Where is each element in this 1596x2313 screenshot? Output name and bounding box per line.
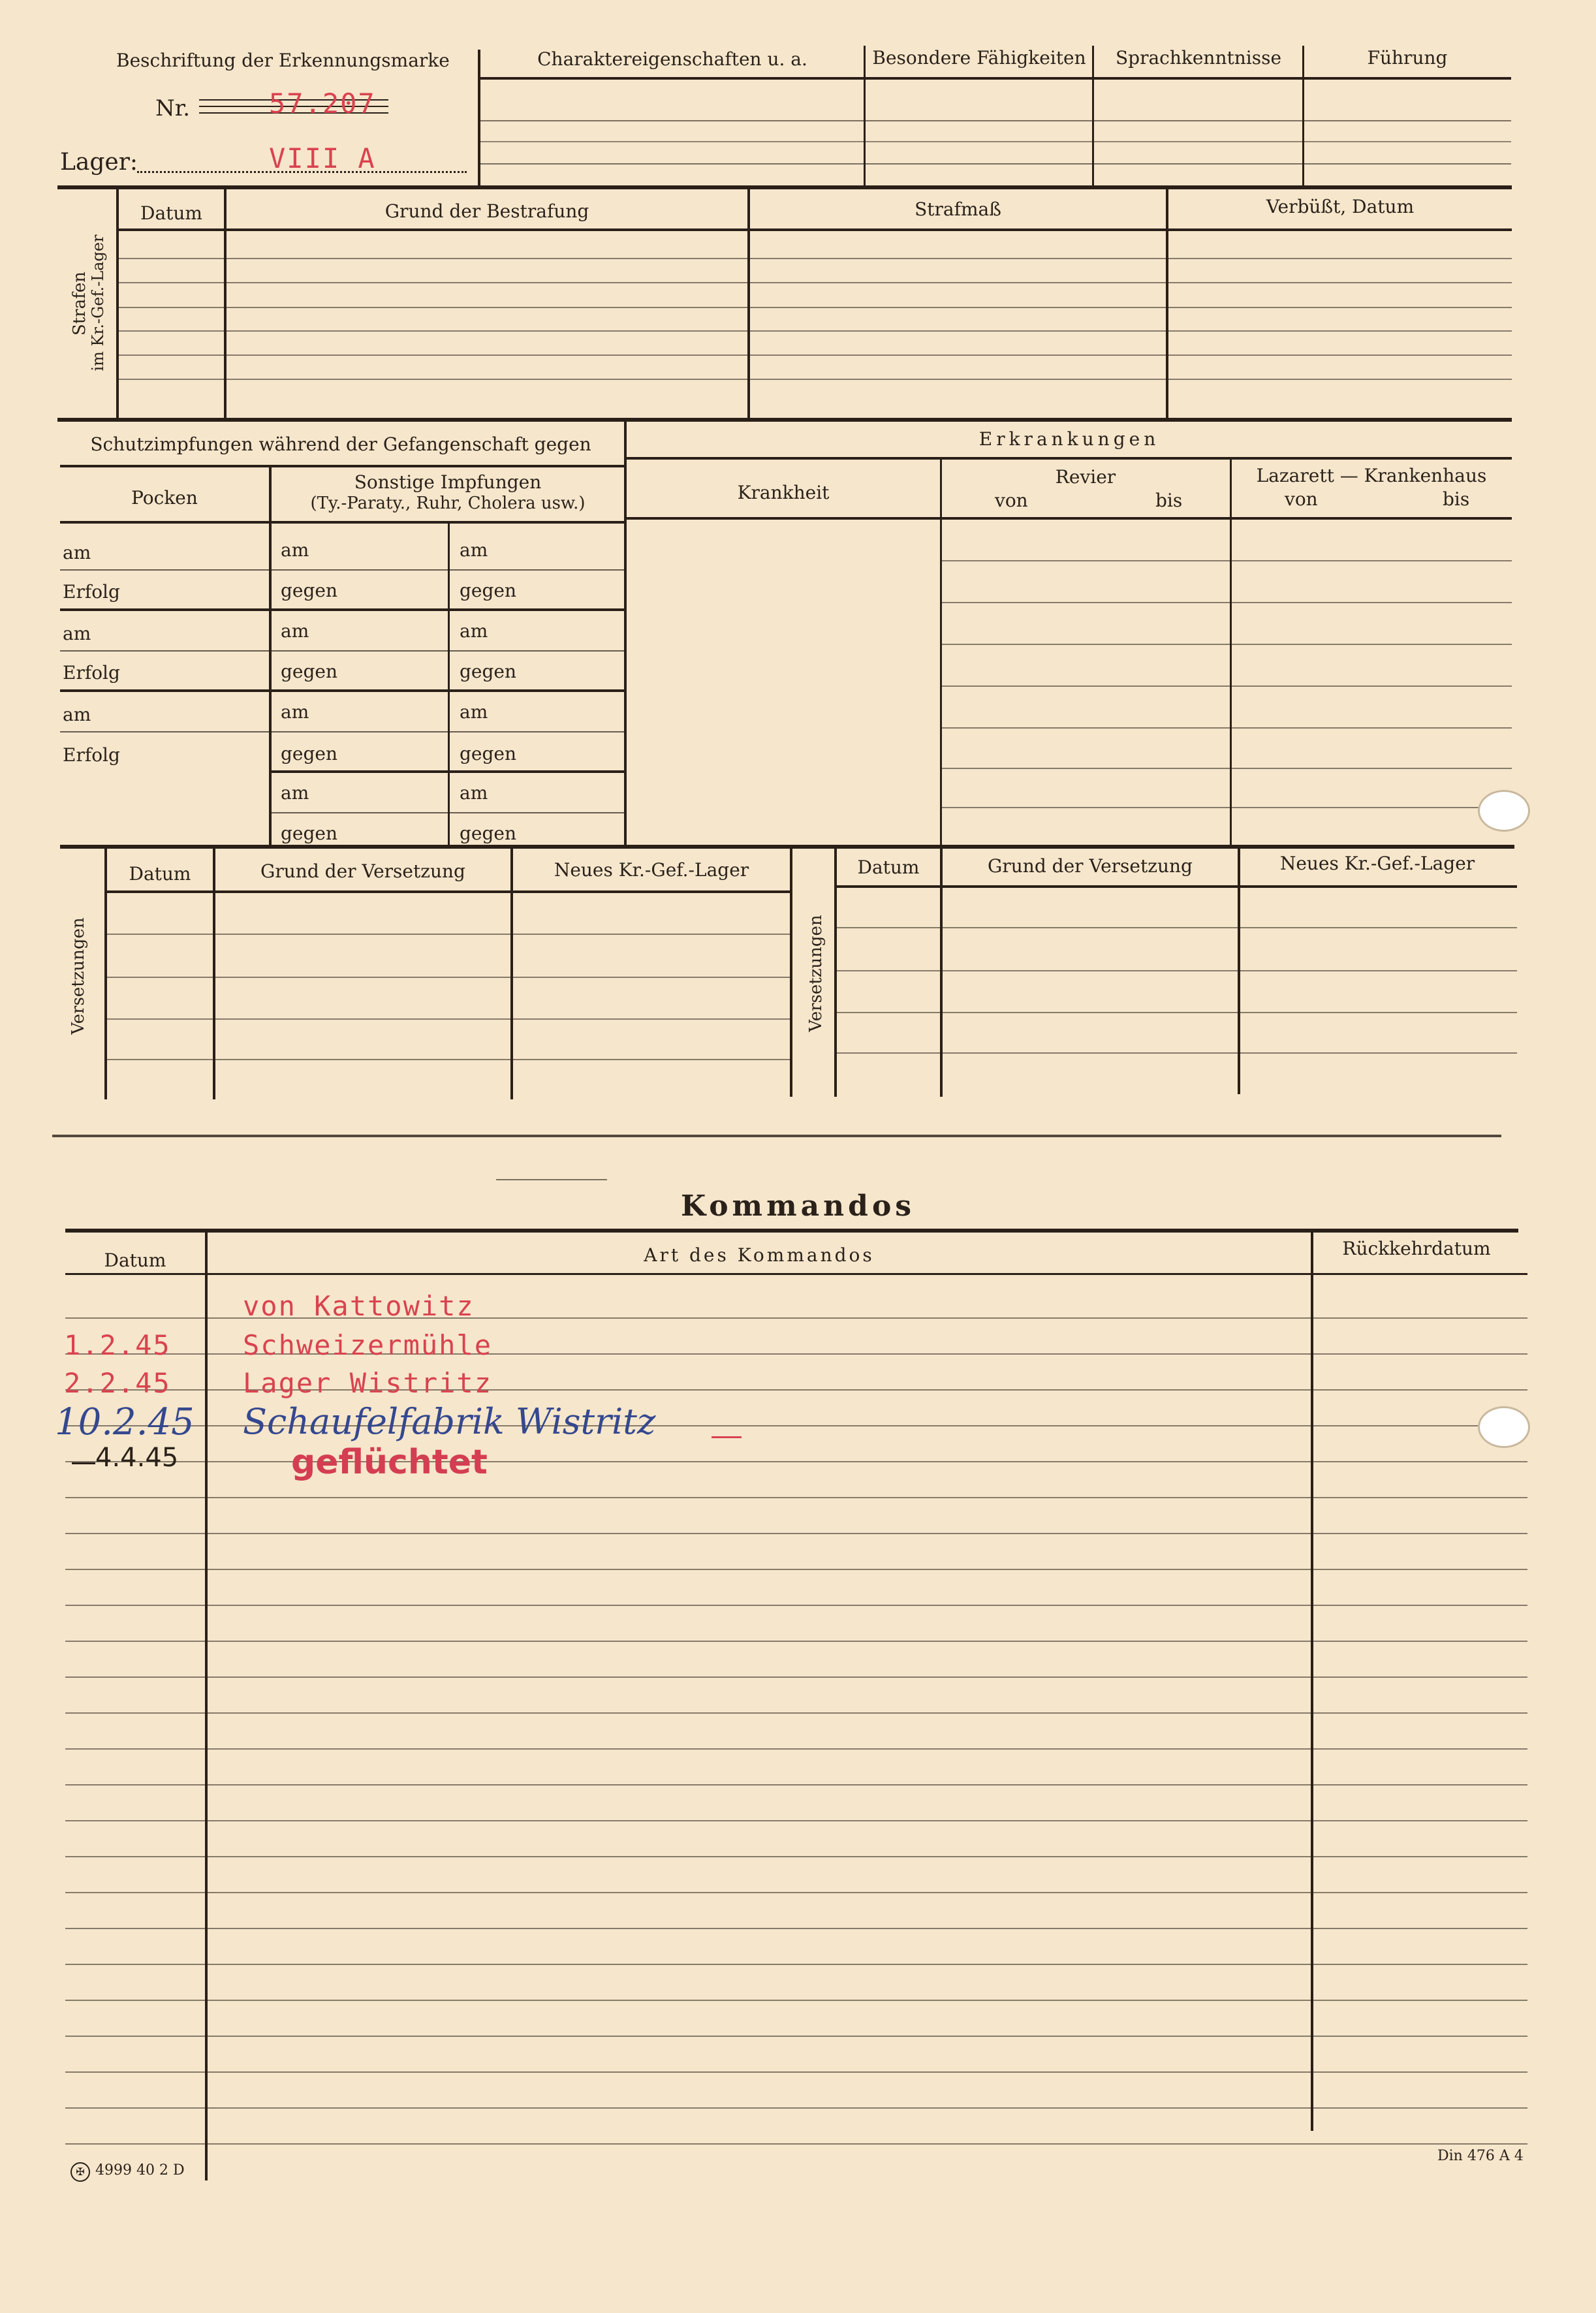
pocken-am-2: am [63,623,91,644]
vers-col-neues-2: Neues Kr.-Gef.-Lager [1279,853,1475,874]
revier-von: von [995,490,1028,511]
col-faehigkeiten: Besondere Fähigkeiten [872,47,1086,69]
nr-label: Nr. [155,95,191,121]
ruled-line [65,1928,1527,1929]
ruled-line [65,1892,1527,1893]
pocken-am-3: am [63,704,91,725]
ruled-line [65,1533,1527,1534]
vers-col-datum-2: Datum [857,857,920,878]
ruled-line [65,2036,1527,2037]
ruled-line [65,1784,1527,1786]
vers-side-label-2: Versetzungen [806,915,826,1032]
sonstige-am-4a: am [281,782,309,804]
lazarett-von: von [1285,488,1318,510]
sonstige-gegen-2b: gegen [460,661,517,682]
komm-datum-5: 4.4.45 [95,1443,179,1473]
ruled-line [65,1964,1527,1965]
col-lazarett: Lazarett — Krankenhaus [1256,465,1487,486]
komm-col-art: Art des Kommandos [644,1244,875,1266]
sonstige-gegen-3a: gegen [281,743,338,764]
ruled-line [65,1820,1527,1821]
vers-col-grund-2: Grund der Versetzung [988,855,1193,877]
komm-col-rueckkehr: Rückkehrdatum [1342,1238,1491,1259]
vers-col-neues-1: Neues Kr.-Gef.-Lager [554,859,749,881]
sonstige-am-2b: am [460,620,488,642]
ruled-line [65,1497,1527,1498]
ruled-line [65,1569,1527,1570]
vers-side-label-1: Versetzungen [69,917,88,1035]
din-code: Din 476 A 4 [1437,2148,1524,2164]
sonstige-gegen-1a: gegen [281,580,338,601]
komm-art-1: von Kattowitz [243,1290,475,1322]
col-sonstige-sub: (Ty.-Paraty., Ruhr, Cholera usw.) [310,494,586,513]
sonstige-gegen-4a: gegen [281,823,338,844]
col-fuehrung: Führung [1367,47,1448,69]
col-sprach: Sprachkenntnisse [1115,47,1282,69]
col-grund-bestrafung: Grund der Bestrafung [384,200,589,222]
print-code: 4999 40 2 D [95,2162,185,2179]
sonstige-am-2a: am [281,620,309,642]
col-krankheit: Krankheit [737,482,830,503]
komm-col-datum: Datum [104,1250,166,1271]
ruled-line [65,1856,1527,1857]
erkrankungen-header: Erkrankungen [978,428,1160,450]
kommandos-title: Kommandos [680,1189,916,1223]
col-strafmass: Strafmaß [915,198,1001,220]
col-datum: Datum [140,202,202,224]
revier-bis: bis [1155,490,1183,511]
vers-col-grund-1: Grund der Versetzung [260,860,465,882]
pocken-erfolg-2: Erfolg [63,662,120,684]
vers-col-datum-1: Datum [129,863,191,885]
sonstige-am-4b: am [460,782,488,804]
marke-label: Beschriftung der Erkennungsmarke [116,50,450,71]
sonstige-gegen-3b: gegen [460,743,517,764]
sonstige-gegen-4b: gegen [460,823,517,844]
ruled-line [65,1461,1527,1462]
ruled-line [65,2000,1527,2001]
komm-datum-4: 10.2.45 [55,1401,195,1443]
lager-value: VIII A [269,142,376,174]
sonstige-am-1b: am [460,539,488,561]
ruled-line [65,1641,1527,1642]
komm-stamp-gefluechtet: geflüchtet [291,1443,488,1482]
col-sonstige: Sonstige Impfungen [354,471,542,493]
col-revier: Revier [1055,466,1116,488]
komm-art-2: Schweizermühle [243,1329,493,1361]
sonstige-am-3a: am [281,701,309,723]
sonstige-am-1a: am [281,539,309,561]
ruled-line [65,2107,1527,2109]
pocken-erfolg-1: Erfolg [63,581,120,603]
komm-datum-3: 2.2.45 [64,1367,171,1399]
impfungen-header: Schutzimpfungen während der Gefangenschaft gegen [90,433,591,455]
pocken-erfolg-3: Erfolg [63,744,120,766]
strafen-side-label: Strafen [70,272,89,336]
sonstige-am-3b: am [460,701,488,723]
eagle-icon: ✠ [70,2162,90,2182]
sonstige-gegen-2a: gegen [281,661,338,682]
lager-label: Lager: [60,149,138,176]
nr-value: 57.207 [269,87,376,119]
col-verbuesst: Verbüßt, Datum [1266,196,1415,217]
ruled-line [65,2071,1527,2073]
col-charakter: Charaktereigenschaften u. a. [537,48,807,70]
komm-datum-2: 1.2.45 [64,1329,171,1361]
lazarett-bis: bis [1443,488,1470,510]
ruled-line [65,1605,1527,1606]
sonstige-gegen-1b: gegen [460,580,517,601]
ruled-line [65,1676,1527,1678]
komm-art-4: Schaufelfabrik Wistritz [243,1401,656,1442]
ruled-line [65,1748,1527,1750]
col-pocken: Pocken [131,487,198,509]
strafen-side-label-2: im Kr.-Gef.-Lager [89,234,107,371]
pocken-am-1: am [63,542,91,563]
fold-line [52,1135,1501,1137]
komm-art-3: Lager Wistritz [243,1367,493,1399]
ruled-line [65,2143,1527,2145]
ruled-line [65,1712,1527,1714]
